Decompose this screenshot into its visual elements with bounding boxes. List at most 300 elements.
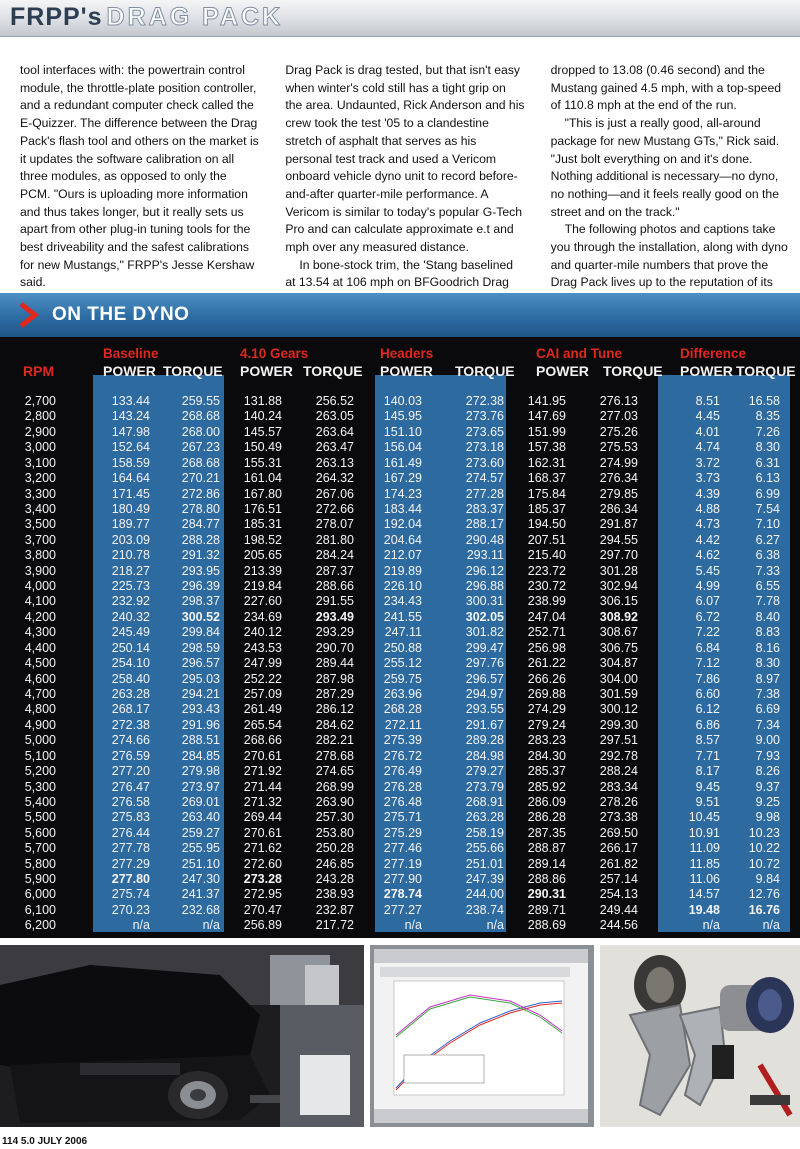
cai-torque: 288.24 [599, 764, 638, 779]
gears-power: 198.52 [243, 532, 282, 547]
headers-torque: 238.74 [465, 902, 504, 917]
headers-torque: 273.76 [465, 409, 504, 424]
diff-power: 4.74 [695, 440, 720, 455]
gears-power: 272.95 [243, 887, 282, 902]
baseline-torque: 247.30 [181, 872, 220, 887]
table-row [0, 872, 800, 887]
gears-torque: 267.06 [315, 486, 354, 501]
gears-power: 247.99 [243, 656, 282, 671]
gears-torque: 293.49 [315, 609, 354, 624]
diff-power: 6.72 [695, 609, 720, 624]
baseline-torque: 295.03 [181, 671, 220, 686]
table-row [0, 733, 800, 748]
cai-torque: 308.92 [599, 609, 638, 624]
gears-power: 213.39 [243, 563, 282, 578]
power-header: POWER [240, 363, 293, 379]
gears-power: 256.89 [243, 918, 282, 933]
diff-torque: 7.38 [755, 686, 780, 701]
cai-torque: 304.87 [599, 656, 638, 671]
headers-power: 276.72 [383, 748, 422, 763]
cai-power: 147.69 [527, 409, 566, 424]
paragraph: "This is just a really good, all-around package for new Mustang GTs," Rick said. "Just bolt everything on and it's done. Nothing additional is necessary—no dyno, no nothing—and it feels really good on the street and on the track." [550, 116, 780, 219]
diff-torque: 8.16 [755, 640, 780, 655]
diff-power: 9.45 [695, 779, 720, 794]
table-row [0, 471, 800, 486]
cai-torque: 261.82 [599, 856, 638, 871]
diff-power: 7.86 [695, 671, 720, 686]
cai-power: 289.14 [527, 856, 566, 871]
cai-torque: 275.26 [599, 424, 638, 439]
gears-power: 205.65 [243, 548, 282, 563]
cai-power: 238.99 [527, 594, 566, 609]
gears-torque: 263.90 [315, 794, 354, 809]
section-title-part2: DRAG PACK [106, 3, 284, 31]
gears-torque: 282.21 [315, 733, 354, 748]
group-header-gears: 4.10 Gears [240, 346, 309, 361]
headers-torque: 247.39 [465, 872, 504, 887]
cai-power: 175.84 [527, 486, 566, 501]
headers-torque: 291.67 [465, 717, 504, 732]
cai-torque: 269.50 [599, 825, 638, 840]
headers-torque: 273.79 [465, 779, 504, 794]
diff-power: 6.84 [695, 640, 720, 655]
gears-torque: 286.12 [315, 702, 354, 717]
group-header-baseline: Baseline [103, 346, 159, 361]
headers-power: 277.46 [383, 841, 422, 856]
diff-power: 19.48 [688, 902, 720, 917]
rpm-cell: 3,700 [24, 532, 56, 547]
headers-torque: 279.27 [465, 764, 504, 779]
rpm-cell: 6,000 [24, 887, 56, 902]
dyno-title: ON THE DYNO [52, 304, 190, 325]
gears-torque: 268.99 [315, 779, 354, 794]
rpm-cell: 3,900 [24, 563, 56, 578]
rpm-cell: 5,800 [24, 856, 56, 871]
cai-power: 185.37 [527, 501, 566, 516]
headers-power: 250.88 [383, 640, 422, 655]
headers-torque: 293.55 [465, 702, 504, 717]
cai-power: 284.30 [527, 748, 566, 763]
cai-torque: 291.87 [599, 517, 638, 532]
baseline-torque: 263.40 [181, 810, 220, 825]
table-row [0, 857, 800, 872]
gears-power: 270.61 [243, 748, 282, 763]
paragraph: The following photos and captions take you through the installation, along with dyno and quarter-mile numbers that prove the Drag Pack lives up to the reputation of its [550, 222, 788, 290]
cai-power: 286.28 [527, 810, 566, 825]
rpm-cell: 3,200 [24, 471, 56, 486]
cai-torque: 306.75 [599, 640, 638, 655]
cai-torque: 286.34 [599, 501, 638, 516]
baseline-power: 245.49 [111, 625, 150, 640]
magazine-issue: 5.0 JULY 2006 [20, 1136, 88, 1147]
baseline-torque: 284.77 [181, 517, 220, 532]
gears-power: 240.12 [243, 625, 282, 640]
baseline-torque: 273.97 [181, 779, 220, 794]
baseline-power: 272.38 [111, 717, 150, 732]
headers-power: 204.64 [383, 532, 422, 547]
cai-torque: 244.56 [599, 918, 638, 933]
paragraph: Drag Pack is drag tested, but that isn't easy when winter's cold still has a tight grip on the area. Undaunted, Rick Anderson and his crew took the test '05 to a clandestine stretch of asphalt that serves as his personal test track and used a Vericom onboard vehicle dyno unit to record before-and-after quarter-mile performance. A Vericom is similar to today's popular G-Tech Pro and can calculate approximate e.t and mph over any measured distance. [285, 63, 525, 255]
cai-torque: 301.28 [599, 563, 638, 578]
baseline-torque: 259.55 [181, 394, 220, 408]
diff-power: 4.42 [695, 532, 720, 547]
headers-power: 276.49 [383, 764, 422, 779]
headers-power: 226.10 [383, 579, 422, 594]
table-row [0, 672, 800, 687]
headers-torque: 289.28 [465, 733, 504, 748]
rpm-cell: 3,800 [24, 548, 56, 563]
cai-torque: 283.34 [599, 779, 638, 794]
diff-power: 7.12 [695, 656, 720, 671]
diff-power: 4.45 [695, 409, 720, 424]
gears-power: 234.69 [243, 609, 282, 624]
baseline-power: 203.09 [111, 532, 150, 547]
diff-power: 14.57 [688, 887, 720, 902]
torque-header: TORQUE [603, 363, 663, 379]
headers-torque: 272.38 [465, 394, 504, 408]
table-row [0, 456, 800, 471]
diff-torque: 8.30 [755, 656, 780, 671]
headers-power: 275.29 [383, 825, 422, 840]
diff-power: 8.57 [695, 733, 720, 748]
headers-torque: 301.82 [465, 625, 504, 640]
page-number: 114 [2, 1136, 19, 1147]
headers-torque: 299.47 [465, 640, 504, 655]
diff-power: 8.51 [695, 394, 720, 408]
rpm-cell: 6,100 [24, 902, 56, 917]
gears-power: 271.92 [243, 764, 282, 779]
headers-torque: 255.66 [465, 841, 504, 856]
gears-torque: 263.64 [315, 424, 354, 439]
gears-power: 161.04 [243, 471, 282, 486]
table-row [0, 749, 800, 764]
headers-torque: 297.76 [465, 656, 504, 671]
diff-power: 6.86 [695, 717, 720, 732]
torque-header: TORQUE [163, 363, 223, 379]
cai-torque: 294.55 [599, 532, 638, 547]
diff-power: 6.07 [695, 594, 720, 609]
diff-power: 10.91 [688, 825, 720, 840]
baseline-power: 133.44 [111, 394, 150, 408]
cai-power: 256.98 [527, 640, 566, 655]
rpm-cell: 4,700 [24, 686, 56, 701]
diff-power: 9.51 [695, 794, 720, 809]
baseline-torque: 232.68 [181, 902, 220, 917]
baseline-power: 143.24 [111, 409, 150, 424]
baseline-power: 277.78 [111, 841, 150, 856]
cai-power: 162.31 [527, 455, 566, 470]
headers-power: 151.10 [383, 424, 422, 439]
cai-power: 151.99 [527, 424, 566, 439]
power-header: POWER [103, 363, 156, 379]
table-row [0, 718, 800, 733]
gears-power: 272.60 [243, 856, 282, 871]
rpm-cell: 3,500 [24, 517, 56, 532]
gears-power: 176.51 [243, 501, 282, 516]
baseline-power: 270.23 [111, 902, 150, 917]
table-row [0, 548, 800, 563]
headers-torque: 294.97 [465, 686, 504, 701]
table-row [0, 795, 800, 810]
cai-torque: 254.13 [599, 887, 638, 902]
baseline-torque: 268.68 [181, 455, 220, 470]
table-row [0, 487, 800, 502]
gears-torque: 263.05 [315, 409, 354, 424]
baseline-power: 152.64 [111, 440, 150, 455]
rpm-cell: 4,000 [24, 579, 56, 594]
baseline-torque: 268.00 [181, 424, 220, 439]
gears-power: 273.28 [243, 872, 282, 887]
photo-dyno-graph-screen [370, 945, 594, 1127]
baseline-power: 189.77 [111, 517, 150, 532]
diff-power: 4.01 [695, 424, 720, 439]
cai-torque: 257.14 [599, 872, 638, 887]
cai-torque: 297.70 [599, 548, 638, 563]
rpm-cell: 4,800 [24, 702, 56, 717]
diff-power: 8.17 [695, 764, 720, 779]
gears-power: 227.60 [243, 594, 282, 609]
diff-torque: 9.98 [755, 810, 780, 825]
baseline-torque: 269.01 [181, 794, 220, 809]
cai-power: 283.23 [527, 733, 566, 748]
table-row [0, 610, 800, 625]
headers-torque: 284.98 [465, 748, 504, 763]
diff-torque: 6.27 [755, 532, 780, 547]
power-header: POWER [380, 363, 433, 379]
cai-power: 289.71 [527, 902, 566, 917]
paragraph: dropped to 13.08 (0.46 second) and the Mustang gained 4.5 mph, with a top-speed of 110.8 mph at the end of the run. [550, 63, 782, 113]
baseline-power: 275.83 [111, 810, 150, 825]
gears-power: 131.88 [243, 394, 282, 408]
cai-power: 266.26 [527, 671, 566, 686]
diff-power: 4.73 [695, 517, 720, 532]
table-row [0, 409, 800, 424]
baseline-torque: 241.37 [181, 887, 220, 902]
diff-power: 7.71 [695, 748, 720, 763]
gears-power: 243.53 [243, 640, 282, 655]
baseline-torque: 288.51 [181, 733, 220, 748]
cai-torque: 266.17 [599, 841, 638, 856]
group-header-cai-tune: CAI and Tune [536, 346, 622, 361]
gears-power: 271.44 [243, 779, 282, 794]
cai-power: 230.72 [527, 579, 566, 594]
headers-power: 278.74 [383, 887, 422, 902]
diff-torque: 6.55 [755, 579, 780, 594]
headers-power: 234.43 [383, 594, 422, 609]
diff-torque: 7.34 [755, 717, 780, 732]
torque-header: TORQUE [736, 363, 796, 379]
baseline-torque: 291.32 [181, 548, 220, 563]
cai-torque: 292.78 [599, 748, 638, 763]
baseline-torque: 291.96 [181, 717, 220, 732]
cai-torque: 274.99 [599, 455, 638, 470]
gears-torque: 287.98 [315, 671, 354, 686]
cai-power: 194.50 [527, 517, 566, 532]
baseline-power: 232.92 [111, 594, 150, 609]
headers-torque: 302.05 [465, 609, 504, 624]
diff-torque: 9.00 [755, 733, 780, 748]
diff-power: 11.06 [689, 872, 720, 887]
section-title [10, 3, 283, 32]
diff-torque: 6.38 [755, 548, 780, 563]
rpm-cell: 3,300 [24, 486, 56, 501]
headers-power: 276.28 [383, 779, 422, 794]
diff-torque: 7.26 [755, 424, 780, 439]
rpm-cell: 3,400 [24, 501, 56, 516]
headers-torque: 296.57 [465, 671, 504, 686]
baseline-torque: 267.23 [181, 440, 220, 455]
gears-torque: 278.07 [315, 517, 354, 532]
cai-power: 288.87 [527, 841, 566, 856]
headers-torque: 274.57 [465, 471, 504, 486]
baseline-torque: 268.68 [181, 409, 220, 424]
group-header-difference: Difference [680, 346, 747, 361]
rpm-cell: 4,400 [24, 640, 56, 655]
table-row [0, 564, 800, 579]
baseline-torque: 296.39 [181, 579, 220, 594]
headers-torque: n/a [486, 918, 504, 933]
baseline-torque: 278.80 [181, 501, 220, 516]
table-row [0, 502, 800, 517]
baseline-power: 218.27 [111, 563, 150, 578]
diff-torque: 7.93 [755, 748, 780, 763]
headers-torque: 251.01 [465, 856, 504, 871]
baseline-power: 277.20 [111, 764, 150, 779]
headers-torque: 268.91 [465, 794, 504, 809]
gears-torque: 257.30 [315, 810, 354, 825]
article-column-1 [20, 62, 259, 290]
gears-torque: 287.29 [315, 686, 354, 701]
cai-torque: 277.03 [599, 409, 638, 424]
gears-power: 150.49 [243, 440, 282, 455]
cai-torque: 297.51 [599, 733, 638, 748]
gears-power: 261.49 [243, 702, 282, 717]
cai-power: 261.22 [527, 656, 566, 671]
gears-torque: 250.28 [315, 841, 354, 856]
headers-torque: 293.11 [466, 548, 504, 563]
section-title-part1: FRPP's [10, 3, 103, 31]
diff-torque: 8.30 [755, 440, 780, 455]
diff-torque: 9.84 [755, 872, 780, 887]
headers-torque: 300.31 [465, 594, 504, 609]
rpm-cell: 5,000 [24, 733, 56, 748]
rpm-cell: 6,200 [24, 918, 56, 933]
headers-torque: 258.19 [465, 825, 504, 840]
baseline-power: 254.10 [111, 656, 150, 671]
rpm-cell: 4,500 [24, 656, 56, 671]
cai-torque: 306.15 [599, 594, 638, 609]
baseline-power: 277.80 [111, 872, 150, 887]
gears-torque: 291.55 [315, 594, 354, 609]
cai-power: 288.69 [527, 918, 566, 933]
baseline-power: 147.98 [111, 424, 150, 439]
cai-power: 157.38 [527, 440, 566, 455]
rpm-cell: 3,000 [24, 440, 56, 455]
baseline-torque: 293.95 [181, 563, 220, 578]
table-row [0, 579, 800, 594]
gears-power: 219.84 [243, 579, 282, 594]
photo-drag-pack-parts [600, 945, 800, 1127]
baseline-power: 276.59 [111, 748, 150, 763]
headers-power: n/a [404, 918, 422, 933]
gears-power: 185.31 [243, 517, 282, 532]
baseline-power: 276.44 [111, 825, 150, 840]
rpm-cell: 4,600 [24, 671, 56, 686]
gears-torque: 288.66 [315, 579, 354, 594]
table-row [0, 517, 800, 532]
headers-power: 259.75 [383, 671, 422, 686]
diff-power: 4.39 [695, 486, 720, 501]
headers-power: 192.04 [383, 517, 422, 532]
gears-torque: 272.66 [315, 501, 354, 516]
cai-power: 279.24 [527, 717, 566, 732]
group-header-headers: Headers [380, 346, 434, 361]
chevron-right-icon [15, 301, 43, 329]
cai-power: 168.37 [527, 471, 566, 486]
baseline-power: n/a [132, 918, 150, 933]
rpm-cell: 5,300 [24, 779, 56, 794]
article-column-3 [551, 62, 790, 290]
headers-power: 174.23 [383, 486, 422, 501]
gears-torque: 256.52 [315, 394, 354, 408]
rpm-cell: 5,100 [24, 748, 56, 763]
gears-torque: 290.70 [315, 640, 354, 655]
baseline-power: 225.73 [111, 579, 150, 594]
gears-torque: 278.68 [315, 748, 354, 763]
table-row [0, 533, 800, 548]
table-row [0, 440, 800, 455]
cai-power: 223.72 [527, 563, 566, 578]
table-row [0, 780, 800, 795]
headers-power: 161.49 [383, 455, 422, 470]
gears-torque: 287.37 [315, 563, 354, 578]
rpm-cell: 2,700 [24, 394, 56, 408]
photo-strip [0, 945, 800, 1141]
table-row [0, 887, 800, 902]
gears-torque: 246.85 [315, 856, 354, 871]
rpm-cell: 4,900 [24, 717, 56, 732]
headers-power: 263.96 [383, 686, 422, 701]
diff-torque: 6.99 [755, 486, 780, 501]
cai-torque: 302.94 [599, 579, 638, 594]
baseline-power: 240.32 [111, 609, 150, 624]
diff-power: 4.99 [695, 579, 720, 594]
baseline-torque: 293.43 [181, 702, 220, 717]
cai-torque: 301.59 [599, 686, 638, 701]
headers-power: 219.89 [383, 563, 422, 578]
dyno-title-bar [0, 293, 800, 337]
headers-power: 272.11 [384, 717, 422, 732]
diff-torque: 16.58 [748, 394, 780, 408]
article-body [20, 62, 790, 290]
diff-torque: 7.54 [755, 501, 780, 516]
baseline-power: 274.66 [111, 733, 150, 748]
rpm-cell: 2,800 [24, 409, 56, 424]
diff-power: 5.45 [695, 563, 720, 578]
cai-torque: 304.00 [599, 671, 638, 686]
headers-torque: 273.60 [465, 455, 504, 470]
headers-torque: 296.88 [465, 579, 504, 594]
headers-power: 268.28 [383, 702, 422, 717]
diff-torque: 16.76 [748, 902, 780, 917]
photo-mustang-on-dyno [0, 945, 364, 1127]
baseline-power: 258.40 [111, 671, 150, 686]
cai-torque: 278.26 [599, 794, 638, 809]
diff-torque: 8.97 [755, 671, 780, 686]
rpm-cell: 2,900 [24, 424, 56, 439]
article-column-2 [285, 62, 524, 290]
baseline-power: 171.45 [111, 486, 150, 501]
